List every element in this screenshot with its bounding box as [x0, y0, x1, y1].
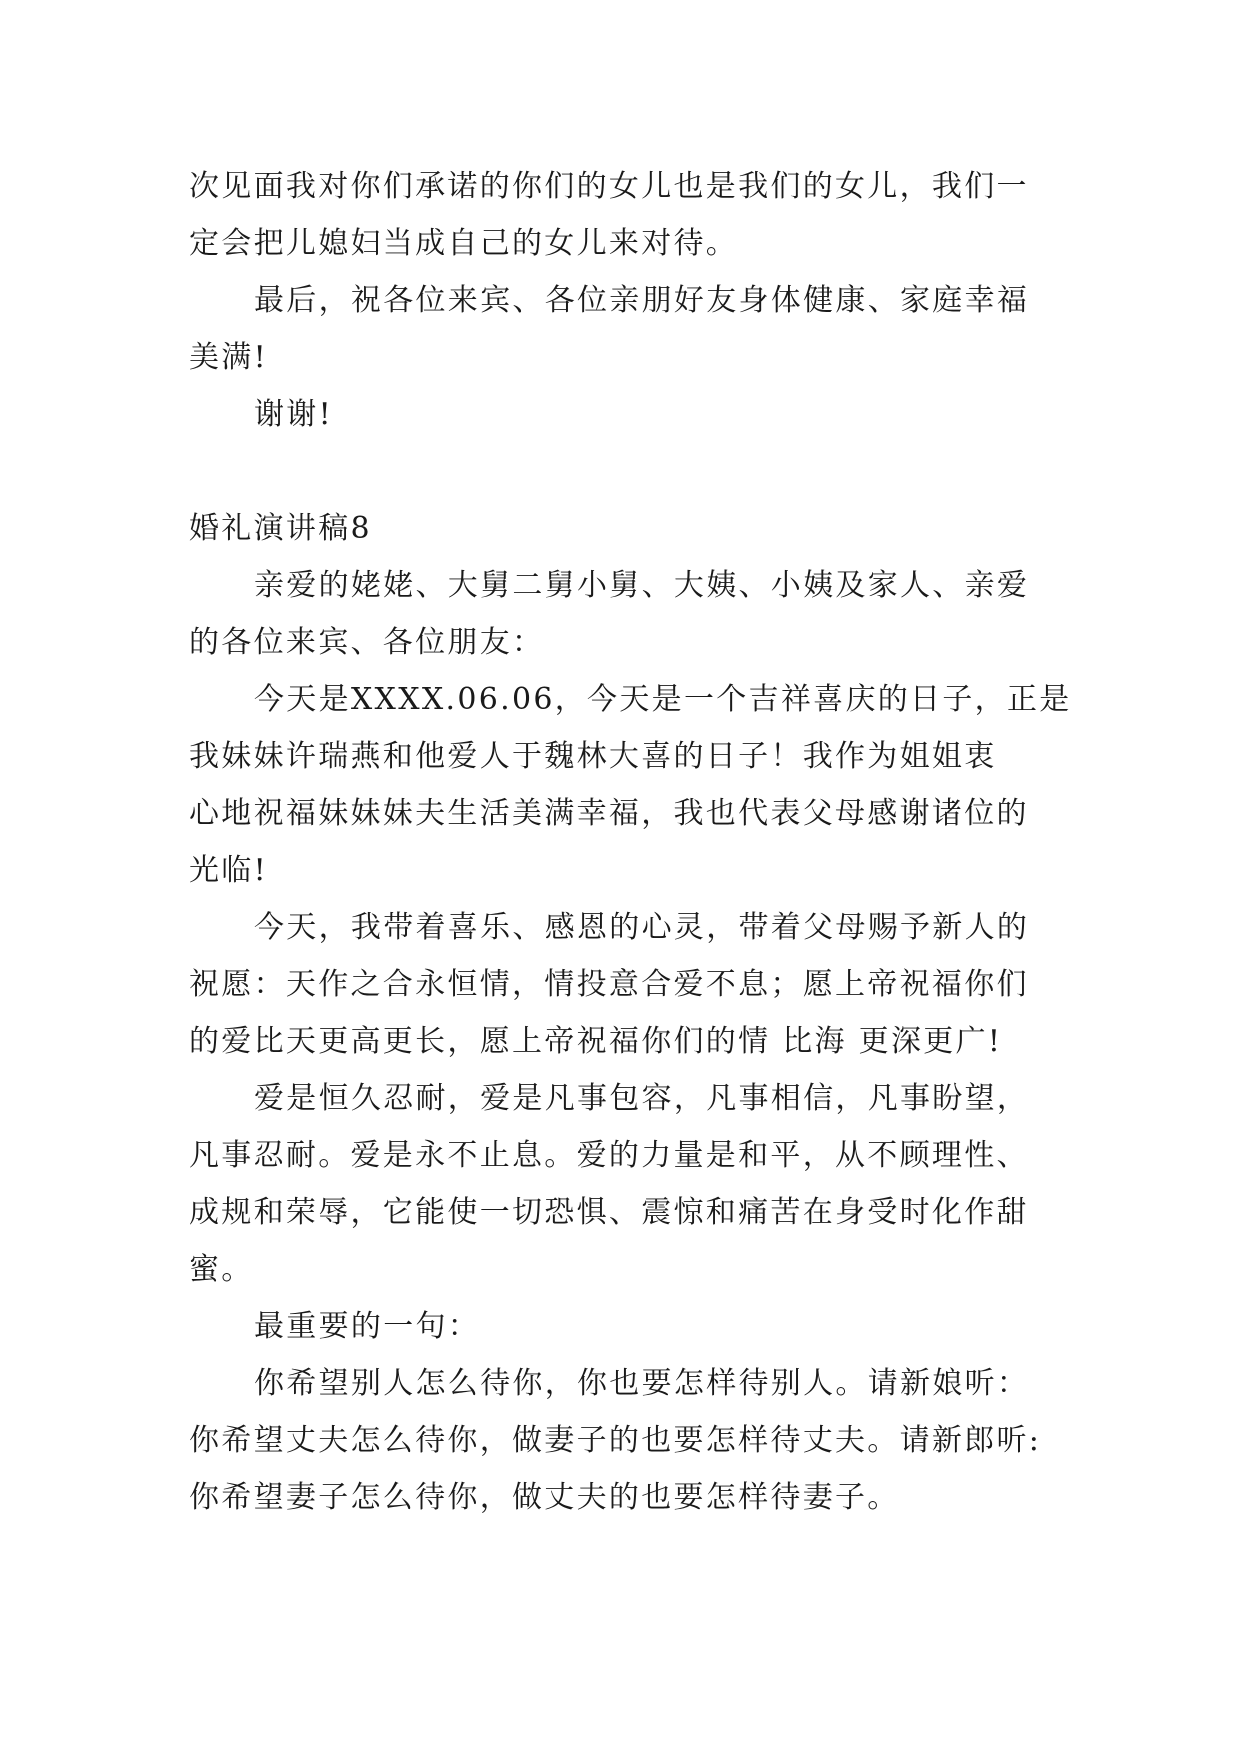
section-gap — [189, 443, 1054, 500]
paragraph-line: 心地祝福妹妹妹夫生活美满幸福，我也代表父母感谢诸位的 — [189, 796, 1029, 831]
paragraph-line: 最重要的一句： — [254, 1309, 481, 1344]
document-body — [189, 158, 1072, 1526]
paragraph-line: 成规和荣辱，它能使一切恐惧、震惊和痛苦在身受时化作甜 — [189, 1195, 1029, 1230]
paragraph-line: 今天是XXXX.06.06，今天是一个吉祥喜庆的日子，正是 — [254, 682, 1072, 717]
paragraph-line: 今天，我带着喜乐、感恩的心灵，带着父母赐予新人的 — [254, 910, 1030, 945]
paragraph-line: 定会把儿媳妇当成自己的女儿来对待。 — [189, 226, 739, 261]
paragraph-line: 的各位来宾、各位朋友： — [189, 625, 545, 660]
section-heading: 婚礼演讲稿8 — [189, 511, 372, 546]
paragraph-line: 亲爱的姥姥、大舅二舅小舅、大姨、小姨及家人、亲爱 — [254, 568, 1030, 603]
paragraph-line: 次见面我对你们承诺的你们的女儿也是我们的女儿，我们一 — [189, 169, 1029, 204]
paragraph-line: 祝愿：天作之合永恒情，情投意合爱不息；愿上帝祝福你们 — [189, 967, 1029, 1002]
paragraph-line: 爱是恒久忍耐，爱是凡事包容，凡事相信，凡事盼望， — [254, 1081, 1030, 1116]
paragraph-line: 美满! — [189, 340, 268, 375]
paragraph-line: 光临! — [189, 853, 268, 888]
paragraph-line: 凡事忍耐。爱是永不止息。爱的力量是和平，从不顾理性、 — [189, 1138, 1029, 1173]
paragraph-line: 的爱比天更高更长，愿上帝祝福你们的情 比海 更深更广! — [189, 1024, 1003, 1059]
paragraph-line: 你希望妻子怎么待你，做丈夫的也要怎样待妻子。 — [189, 1480, 900, 1515]
paragraph-line: 谢谢! — [254, 397, 333, 432]
paragraph-line: 蜜。 — [189, 1252, 254, 1287]
paragraph-line: 我妹妹许瑞燕和他爱人于魏林大喜的日子！我作为姐姐衷 — [189, 739, 997, 774]
paragraph-line: 你希望别人怎么待你，你也要怎样待别人。请新娘听： — [254, 1366, 1030, 1401]
paragraph-line: 最后，祝各位来宾、各位亲朋好友身体健康、家庭幸福 — [254, 283, 1030, 318]
paragraph-line: 你希望丈夫怎么待你，做妻子的也要怎样待丈夫。请新郎听: — [189, 1423, 1042, 1458]
